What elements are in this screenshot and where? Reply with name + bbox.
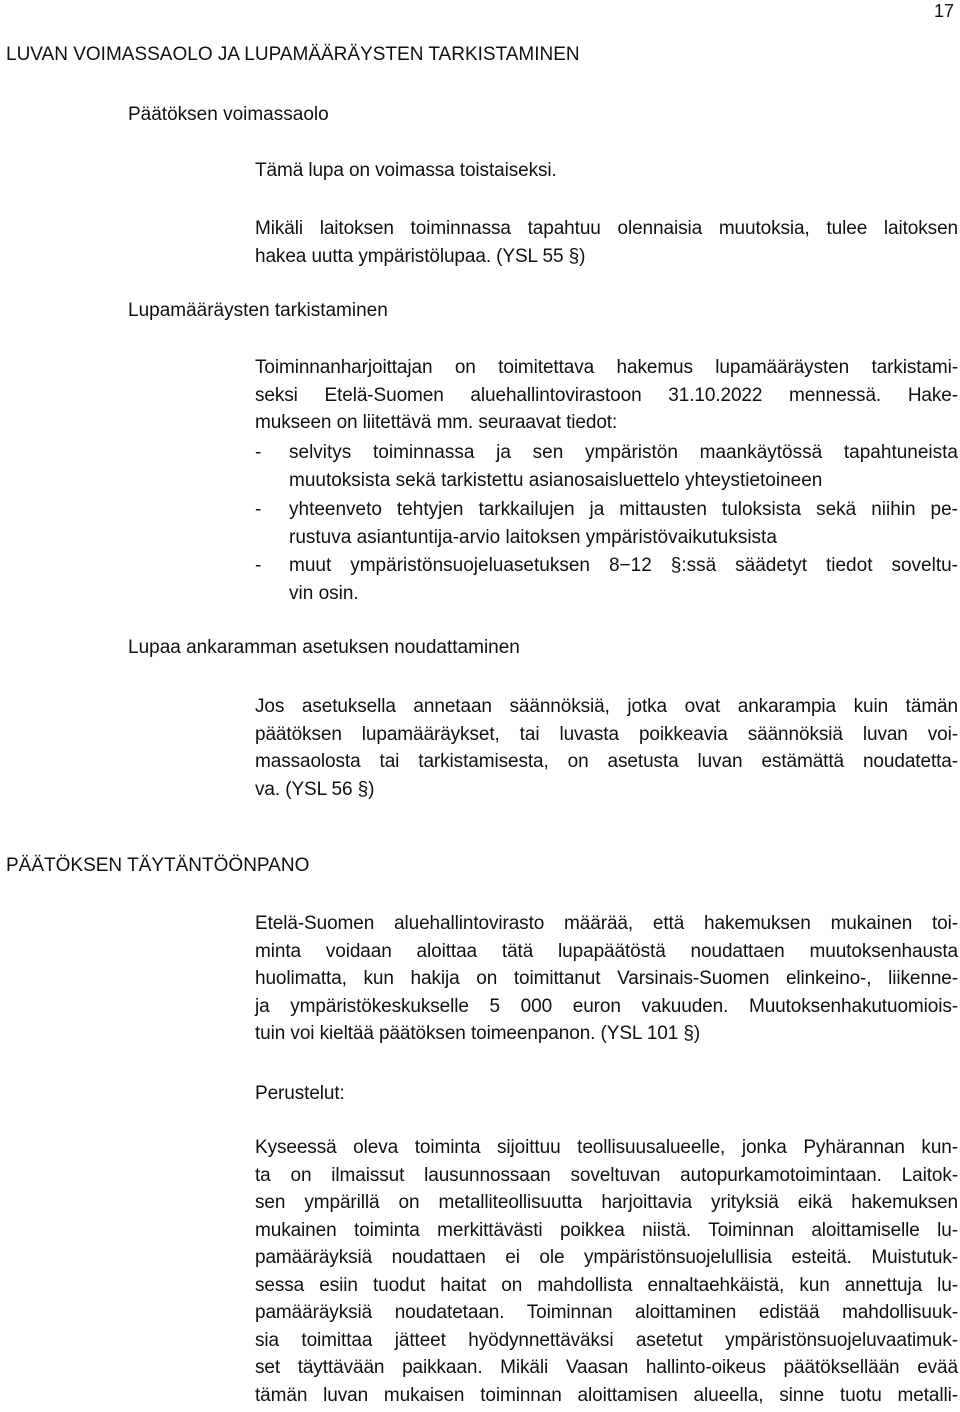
bullet-item-3: - muut ympäristönsuojeluasetuksen 8−12 §:ssä säädetyt tiedot soveltu- vin osin. <box>255 555 958 604</box>
section-title-enforcement: PÄÄTÖKSEN TÄYTÄNTÖÖNPANO <box>6 855 310 876</box>
paragraph-review-application: Toiminnanharjoittajan on toimitettava hakemus lupamääräysten tarkistami- seksi Etelä-Suomen aluehallintovirastoon 31.10.2022 mennessä. Hake- mukseen on liitettävä mm. seuraavat tiedot: <box>255 357 958 433</box>
perustelut-label: Perustelut: <box>255 1083 345 1104</box>
paragraph-changes-new-permit: Mikäli laitoksen toiminnassa tapahtuu olennaisia muutoksia, tulee laitoksen hakea uutta ympäristölupaa. (YSL 55 §) <box>255 218 958 267</box>
bullet-item-1: - selvitys toiminnassa ja sen ympäristön maankäytössä tapahtuneista muutoksista sekä tarkistettu asianosaisluettelo yhteystietoineen <box>255 442 958 491</box>
paragraph-valid-until-further-notice: Tämä lupa on voimassa toistaiseksi. <box>255 160 557 181</box>
paragraph-enforcement: Etelä-Suomen aluehallintovirasto määrää, että hakemuksen mukainen toi- minta voidaan aloittaa tätä lupapäätöstä noudattaen muutoksenhausta huolimatta, kun hakija on toimittanut Varsinais-Suomen elinkeino-, liikenne- ja ympäristökeskukselle 5 000 euron vakuuden. Muutoksenhakutuomiois- tuin voi kieltää päätöksen toimeenpanon. (YSL 101 §) <box>255 913 958 1044</box>
section-title-permit-validity: LUVAN VOIMASSAOLO JA LUPAMÄÄRÄYSTEN TARKISTAMINEN <box>6 44 580 65</box>
page-number: 17 <box>933 1 954 21</box>
subheading-decision-validity: Päätöksen voimassaolo <box>128 104 329 125</box>
paragraph-stricter-regulation: Jos asetuksella annetaan säännöksiä, jotka ovat ankarampia kuin tämän päätöksen lupamääräykset, tai luvasta poikkeavia säännöksiä luvan voi- massaolosta tai tarkistamisesta, on asetusta luvan estämättä noudatetta- va. (YSL 56 §) <box>255 696 958 800</box>
bullet-item-2: - yhteenveto tehtyjen tarkkailujen ja mittausten tuloksista sekä niihin pe- rustuva asiantuntija-arvio laitoksen ympäristövaikutuksista <box>255 499 958 548</box>
subheading-permit-review: Lupamääräysten tarkistaminen <box>128 300 388 321</box>
subheading-stricter-regulation: Lupaa ankaramman asetuksen noudattaminen <box>128 637 520 658</box>
paragraph-justification: Kyseessä oleva toiminta sijoittuu teollisuusalueelle, jonka Pyhärannan kun- ta on ilmaissut lausunnossaan soveltuvan autopurkamotoimintaan. Laitok- sen ympärillä on metalliteollisuutta harjoittavia yrityksiä eikä hakemuksen mukainen toiminta merkittävästi poikkea niistä. Toiminnan aloittamiselle lu- pamääräyksiä noudattaen ei ole ympäristönsuojelullisia esteitä. Muistutuk- sessa esiin tuodut haitat on mahdollista ennaltaehkäistä, kun annettuja lu- pamääräyksiä noudatetaan. Toiminnan aloittaminen edistää mahdollisuuk- sia toimittaa jätteet hyödynnettäväksi asetetut ympäristönsuojeluvaatimuk- set täyttävään paikkaan. Mikäli Vaasan hallinto-oikeus päätöksellään evää tämän luvan mukaisen toiminnan aloittamisen alueella, sinne tuotu metalli- <box>255 1137 958 1406</box>
